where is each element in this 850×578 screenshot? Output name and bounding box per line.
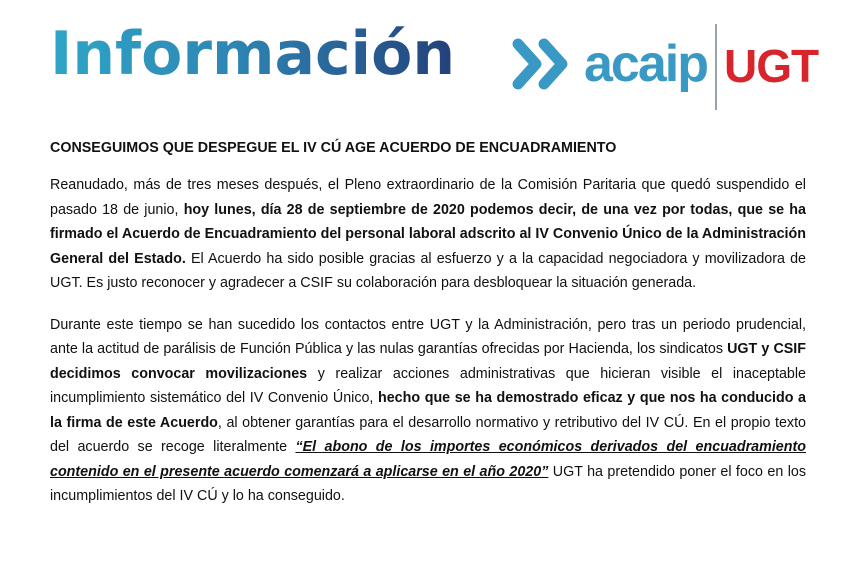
page-title: Información xyxy=(50,14,455,94)
paragraph-1 xyxy=(50,173,806,296)
document-heading: CONSEGUIMOS QUE DESPEGUE EL IV CÚ AGE ACUERDO DE ENCUADRAMIENTO xyxy=(50,140,617,156)
double-chevron-icon xyxy=(512,38,578,90)
p1-text-1: Reanudado, más de tres meses después, el Pleno extraordinario de la Comisión Paritaria que quedó suspendido el pasado 18 de junio, xyxy=(50,177,806,218)
paragraph-2 xyxy=(50,313,806,509)
p2-quote: “El abono de los importes económicos derivados del encuadramiento contenido en el presente acuerdo comenzará a aplicarse en el año 2020” xyxy=(50,439,806,480)
logo-acaip-text: acaip xyxy=(584,35,707,93)
p1-bold-1: hoy lunes, día 28 de septiembre de 2020 podemos decir, de una vez por todas, que se ha firmado el Acuerdo de Encuadramiento del personal laboral adscrito al IV Convenio Único de la Administración General del Estado. xyxy=(50,201,806,267)
p2-text-1: Durante este tiempo se han sucedido los contactos entre UGT y la Administración, pero tras un periodo prudencial, ante la actitud de parálisis de Función Pública y las nulas garantías ofrecidas por Hacienda, los sindicatos xyxy=(50,316,806,357)
logo-divider xyxy=(715,24,717,110)
p2-bold-1: UGT y CSIF decidimos convocar movilizaciones xyxy=(50,341,807,382)
acaip-ugt-logo xyxy=(512,20,819,110)
logo-ugt-text: UGT xyxy=(724,40,819,92)
p2-text-2: y realizar acciones administrativas que hicieran visible el inaceptable incumplimiento sistemático del IV Convenio Único, xyxy=(50,365,806,406)
p2-text-3: , al obtener garantías para el desarrollo normativo y retributivo del IV CÚ. En el propio texto del acuerdo se recoge literalmente xyxy=(50,414,807,455)
document-header xyxy=(0,0,850,120)
document-body xyxy=(50,137,806,526)
p1-text-2: El Acuerdo ha sido posible gracias al esfuerzo y a la capacidad negociadora y movilizadora de UGT. Es justo reconocer y agradecer a CSIF su colaboración para desbloquear la situación generada. xyxy=(50,250,807,291)
p2-text-4: UGT ha pretendido poner el foco en los incumplimientos del IV CÚ y lo ha conseguido. xyxy=(50,463,806,504)
p2-bold-2: hecho que se ha demostrado eficaz y que nos ha conducido a la firma de este Acuerdo xyxy=(50,390,806,431)
